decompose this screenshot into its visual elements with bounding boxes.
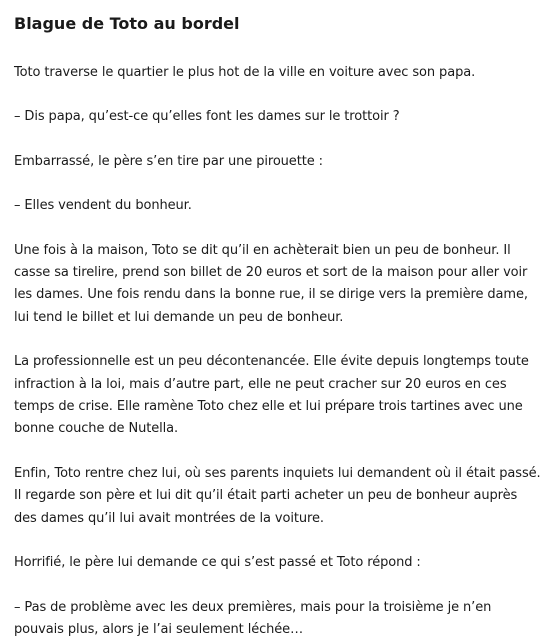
paragraph-7: Enfin, Toto rentre chez lui, où ses parents inquiets lui demandent où il était passé. Il regarde son père et lui dit qu’il était parti acheter un peu de bonheur auprès des dames qu’il lui avait montrées de la voiture. <box>14 465 541 526</box>
paragraph-6: La professionnelle est un peu décontenancée. Elle évite depuis longtemps toute infraction à la loi, mais d’autre part, elle ne peut cracher sur 20 euros en ces temps de crise. Elle ramène Toto chez elle et lui prépare trois tartines avec une bonne couche de Nutella. <box>14 354 529 437</box>
paragraph-8: Horrifié, le père lui demande ce qui s’est passé et Toto répond : <box>14 555 421 571</box>
paragraph-1: Toto traverse le quartier le plus hot de la ville en voiture avec son papa. <box>14 65 476 80</box>
paragraph-3: Embarrassé, le père s’en tire par une pirouette : <box>14 153 323 169</box>
paragraph-5: Une fois à la maison, Toto se dit qu’il en achèterait bien un peu de bonheur. Il casse sa tirelire, prend son billet de 20 euros et sort de la maison pour aller voir les dames. Une fois rendu dans la bonne rue, il se dirige vers la première dame, lui tend le billet et lui demande un peu de bonheur. <box>14 242 528 325</box>
paragraph-2: – Dis papa, qu’est-ce qu’elles font les dames sur le trottoir ? <box>14 109 400 125</box>
paragraph-9: – Pas de problème avec les deux premières, mais pour la troisième je n’en pouvais plus, alors je l’ai seulement léchée… <box>14 599 492 637</box>
paragraph-4: – Elles vendent du bonheur. <box>14 198 192 214</box>
article-title: Blague de Toto au bordel <box>14 14 240 33</box>
